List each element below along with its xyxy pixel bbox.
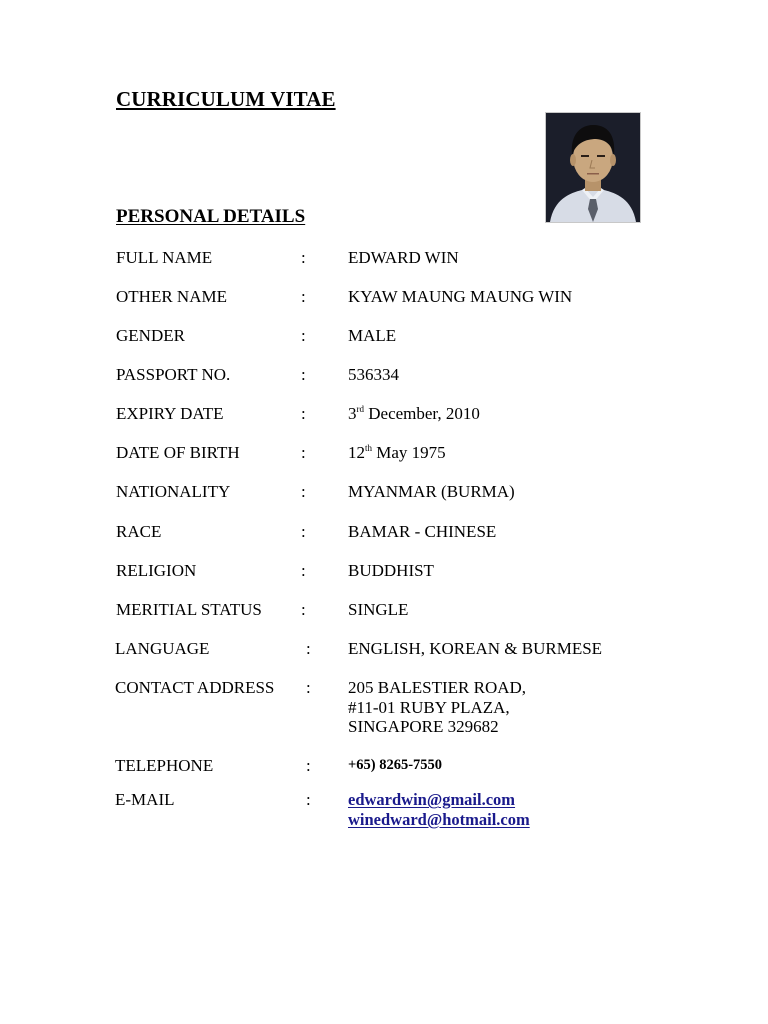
nationality-label: NATIONALITY <box>116 482 231 501</box>
passport-value: 536334 <box>348 365 399 384</box>
dob-day-suffix: th <box>365 443 373 453</box>
separator: : <box>301 248 306 267</box>
religion-label: RELIGION <box>116 561 197 580</box>
separator: : <box>301 561 306 580</box>
expiry-month-year: December, 2010 <box>364 404 480 423</box>
contact-address-value <box>348 678 526 737</box>
separator: : <box>301 404 306 423</box>
contact-address-label: CONTACT ADDRESS <box>115 678 275 697</box>
profile-photo <box>545 112 641 223</box>
separator: : <box>301 287 306 306</box>
section-title-personal-details: PERSONAL DETAILS <box>116 206 306 227</box>
race-label: RACE <box>116 522 162 541</box>
expiry-day-suffix: rd <box>356 404 364 414</box>
language-value: ENGLISH, KOREAN & BURMESE <box>348 639 603 658</box>
email-label: E-MAIL <box>115 790 175 809</box>
expiry-date-value <box>348 404 480 424</box>
portrait-image <box>546 113 640 222</box>
separator: : <box>301 482 306 501</box>
email-values <box>348 790 530 829</box>
full-name-label: FULL NAME <box>116 248 213 267</box>
race-value: BAMAR - CHINESE <box>348 522 497 541</box>
expiry-date-label: EXPIRY DATE <box>116 404 224 423</box>
other-name-value: KYAW MAUNG MAUNG WIN <box>348 287 573 306</box>
separator: : <box>306 639 311 658</box>
separator: : <box>301 522 306 541</box>
email-link-gmail[interactable]: edwardwin@gmail.com <box>348 790 516 809</box>
religion-value: BUDDHIST <box>348 561 434 580</box>
cv-title: CURRICULUM VITAE <box>116 87 336 111</box>
separator: : <box>301 600 306 619</box>
separator: : <box>301 326 306 345</box>
telephone-value: +65) 8265-7550 <box>348 757 443 773</box>
date-of-birth-value <box>348 443 446 463</box>
other-name-label: OTHER NAME <box>116 287 227 306</box>
passport-label: PASSPORT NO. <box>116 365 231 384</box>
language-label: LANGUAGE <box>115 639 210 658</box>
expiry-day: 3 <box>348 404 357 423</box>
date-of-birth-label: DATE OF BIRTH <box>116 443 240 462</box>
separator: : <box>301 443 306 462</box>
address-line: 205 BALESTIER ROAD, <box>348 678 527 697</box>
marital-status-label: MERITIAL STATUS <box>116 600 262 619</box>
address-line: SINGAPORE 329682 <box>348 717 499 736</box>
gender-label: GENDER <box>116 326 185 345</box>
full-name-value: EDWARD WIN <box>348 248 459 267</box>
email-link-hotmail[interactable]: winedward@hotmail.com <box>348 809 530 829</box>
nationality-value: MYANMAR (BURMA) <box>348 482 515 501</box>
gender-value: MALE <box>348 326 397 345</box>
marital-status-value: SINGLE <box>348 600 409 619</box>
address-line: #11-01 RUBY PLAZA, <box>348 697 510 717</box>
dob-day: 12 <box>348 443 365 462</box>
dob-month-year: May 1975 <box>372 443 446 462</box>
separator: : <box>301 365 306 384</box>
separator: : <box>306 790 311 809</box>
separator: : <box>306 678 311 697</box>
separator: : <box>306 756 311 775</box>
telephone-label: TELEPHONE <box>115 756 214 775</box>
